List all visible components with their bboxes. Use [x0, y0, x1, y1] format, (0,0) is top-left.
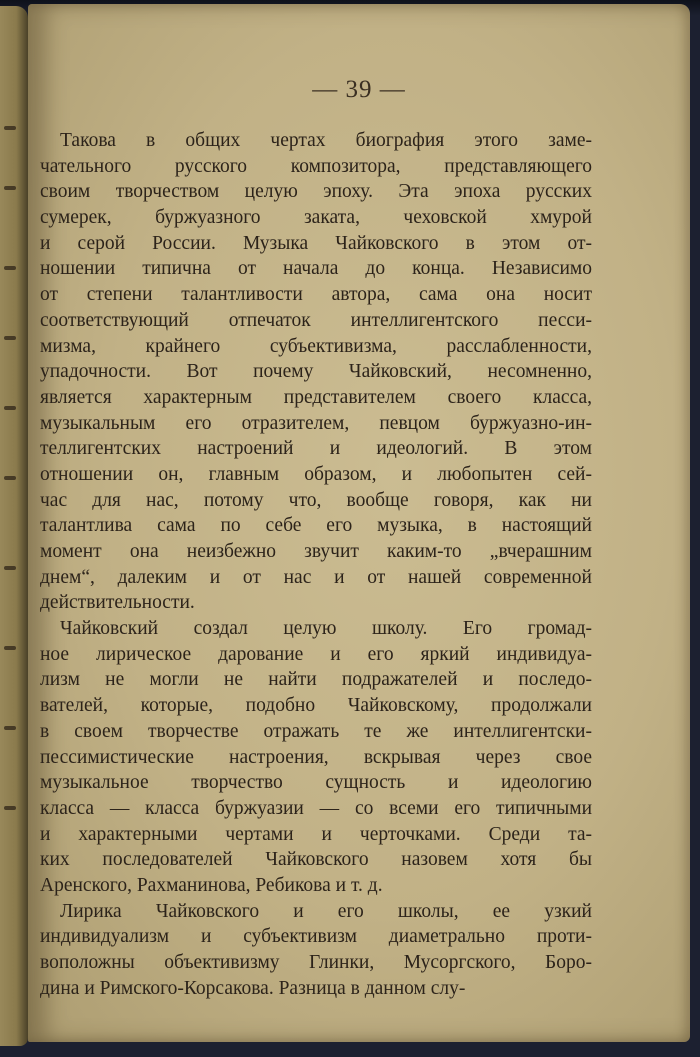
- text-line: в своем творчестве отражать те же интеллигентски-: [40, 720, 592, 742]
- text-line: воположны объективизму Глинки, Мусоргского, Боро-: [40, 952, 592, 973]
- text-line: индивидуализм и субъективизм диаметрально проти-: [40, 926, 592, 948]
- ink-mark: [4, 476, 16, 480]
- text-line: Чайковский создал целую школу. Его громад-: [60, 618, 592, 640]
- text-line: ное лирическое дарование и его яркий индивидуа-: [40, 643, 592, 665]
- text-line: ношении типична от начала до конца. Независимо: [40, 258, 592, 280]
- paragraph: [40, 128, 592, 616]
- ink-mark: [4, 336, 16, 340]
- text-line: ких последователей Чайковского назовем хотя бы: [40, 849, 592, 871]
- text-line: лизм не могли не найти подражателей и последо-: [40, 669, 592, 691]
- text-line: музыкальным его отразителем, певцом буржуазно-ин-: [40, 412, 592, 434]
- adjacent-page-edge: [0, 6, 28, 1046]
- text-line: и серой России. Музыка Чайковского в этом от-: [40, 232, 592, 254]
- paragraph: [40, 616, 592, 899]
- text-line: сумерек, буржуазного заката, чеховской хмурой: [40, 207, 592, 229]
- ink-mark: [4, 126, 16, 130]
- ink-mark: [4, 806, 16, 810]
- text-line: мизма, крайнего субъективизма, расслабленности,: [40, 335, 592, 357]
- text-line: Лирика Чайковского и его школы, ее узкий: [60, 900, 592, 922]
- ink-mark: [4, 646, 16, 650]
- text-line: соответствующий отпечаток интеллигентского песси-: [40, 309, 592, 331]
- ink-mark: [4, 186, 16, 190]
- ink-mark: [4, 726, 16, 730]
- body-text: [40, 128, 592, 1001]
- text-line: отношении он, главным образом, и любопытен сей-: [40, 463, 592, 485]
- text-line: действительности.: [40, 592, 195, 614]
- text-line: дина и Римского-Корсакова. Разница в данном слу-: [40, 977, 466, 999]
- text-line: музыкальное творчество сущность и идеологию: [40, 772, 592, 794]
- text-line: пессимистические настроения, вскрывая через свое: [40, 746, 592, 768]
- text-line: теллигентских настроений и идеологий. В этом: [40, 438, 592, 460]
- text-line: и характерными чертами и черточками. Среди та-: [40, 823, 592, 845]
- book-page: [28, 4, 690, 1042]
- text-line: момент она неизбежно звучит каким-то „вчерашним: [40, 541, 592, 562]
- page-number: — 39 —: [312, 76, 406, 103]
- text-line: вателей, которые, подобно Чайковскому, продолжали: [40, 695, 592, 717]
- ink-mark: [4, 566, 16, 570]
- text-line: класса — класса буржуазии — со всеми его типичными: [40, 797, 592, 819]
- text-line: Такова в общих чертах биография этого заме-: [60, 130, 592, 151]
- text-line: своим творчеством целую эпоху. Эта эпоха русских: [40, 181, 592, 203]
- paragraph: [40, 899, 592, 1002]
- text-line: час для нас, потому что, вообще говоря, как ни: [40, 489, 592, 511]
- text-line: талантлива сама по себе его музыка, в настоящий: [40, 515, 592, 537]
- text-line: днем“, далеким и от нас и от нашей современной: [40, 566, 592, 588]
- text-line: упадочности. Вот почему Чайковский, несомненно,: [40, 361, 592, 383]
- ink-mark: [4, 266, 16, 270]
- text-line: является характерным представителем своего класса,: [40, 386, 592, 408]
- paragraph-container: [40, 128, 592, 1001]
- ink-mark: [4, 406, 16, 410]
- text-line: от степени талантливости автора, сама она носит: [40, 284, 592, 306]
- text-line: чательного русского композитора, представляющего: [40, 155, 592, 177]
- text-line: Аренского, Рахманинова, Ребикова и т. д.: [40, 874, 383, 896]
